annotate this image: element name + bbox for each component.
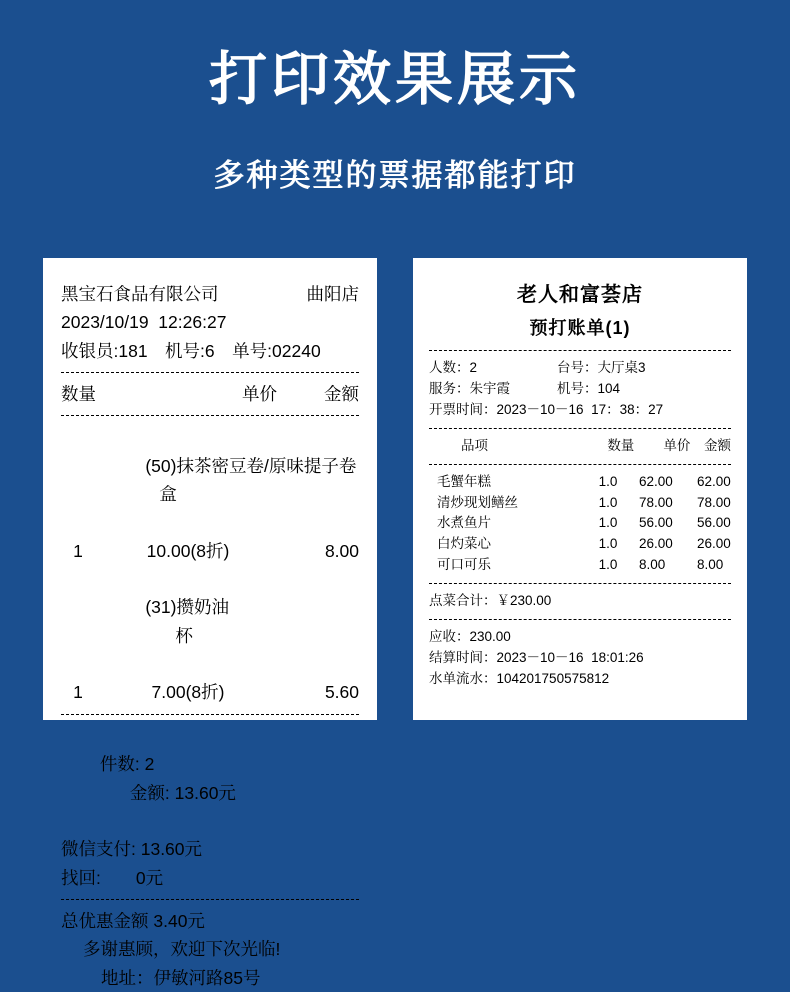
- item-name: (31)攒奶油: [145, 597, 229, 618]
- page-title: 打印效果展示: [208, 47, 581, 112]
- summary-payment: 微信支付: 13.60元: [61, 839, 203, 860]
- divider-r4: [429, 583, 731, 584]
- column-qty: 数量: [61, 384, 96, 405]
- store-name: 黑宝石食品有限公司: [61, 284, 219, 304]
- column-price: 单价: [663, 437, 691, 453]
- item-amount: 56.00: [697, 515, 731, 531]
- item-price: 8.00: [639, 557, 666, 573]
- transaction-datetime: 2023/10/19 12:26:27: [61, 312, 227, 333]
- item-name: 毛蟹年糕: [437, 473, 491, 489]
- cashier-info: 收银员:181 机号:6 单号:02240: [61, 340, 321, 361]
- item-amount: 5.60: [324, 682, 359, 703]
- items-list: [61, 423, 359, 706]
- item-qty: 1: [73, 540, 83, 561]
- list-item: [61, 565, 359, 707]
- table-row: [429, 555, 731, 576]
- info-row-guests: [429, 358, 731, 379]
- info-row-server: [429, 379, 731, 400]
- item-price: 56.00: [639, 515, 673, 531]
- page-header: [0, 0, 790, 195]
- divider-3: [61, 714, 359, 715]
- item-name: 白灼菜心: [437, 536, 491, 552]
- item-amount: 26.00: [697, 536, 731, 552]
- item-price: 26.00: [639, 536, 673, 552]
- table-row: [429, 534, 731, 555]
- item-amount: 8.00: [324, 540, 359, 561]
- items-table-header: [61, 380, 359, 408]
- divider-r1: [429, 350, 731, 351]
- divider-4: [61, 899, 359, 900]
- table-row: [429, 513, 731, 534]
- item-qty: 1.0: [598, 473, 618, 489]
- receipt-sales-slip: [43, 258, 377, 988]
- thanks-message: 多谢惠顾，欢迎下次光临!: [83, 939, 281, 960]
- divider-1: [61, 372, 359, 373]
- table-row: [429, 472, 731, 493]
- divider-r5: [429, 619, 731, 620]
- column-price: 单价: [242, 384, 277, 405]
- item-amount: 62.00: [697, 473, 731, 489]
- items-list: [429, 472, 731, 577]
- table-row: [429, 493, 731, 514]
- item-amount: 8.00: [697, 557, 724, 573]
- summary-amount: 金额: 13.60元: [129, 782, 236, 803]
- settle-time: 结算时间：2023－10－16 18:01:26: [429, 650, 644, 666]
- divider-2: [61, 415, 359, 416]
- item-unit: 盒: [159, 484, 177, 505]
- store-branch: 曲阳店: [306, 284, 359, 304]
- receipt-pre-bill: [413, 258, 747, 720]
- item-qty: 1.0: [598, 536, 618, 552]
- item-qty: 1.0: [598, 557, 618, 573]
- item-price: 7.00(8折): [151, 682, 225, 703]
- item-unit: 杯: [175, 625, 193, 646]
- serial-number: 水单流水：104201750575812: [429, 670, 610, 686]
- item-name: 可口可乐: [437, 557, 491, 573]
- column-amount: 金额: [704, 437, 731, 453]
- discount-total: 总优惠金额 3.40元: [61, 910, 205, 931]
- item-price: 62.00: [639, 473, 673, 489]
- machine-number: 机号：104: [557, 380, 621, 396]
- item-name: 清炒现划鳝丝: [437, 494, 518, 510]
- divider-r2: [429, 428, 731, 429]
- info-row-issue-time: [429, 400, 731, 421]
- column-qty: 数量: [607, 437, 635, 453]
- receivable-amount: 应收：230.00: [429, 629, 511, 645]
- item-price: 10.00(8折): [146, 540, 230, 561]
- page-subtitle: 多种类型的票据都能打印: [213, 157, 577, 193]
- subtotal: 点菜合计：￥230.00: [429, 593, 552, 609]
- item-price: 78.00: [639, 494, 673, 510]
- item-amount: 78.00: [697, 494, 731, 510]
- guest-count: 人数：2: [429, 359, 478, 375]
- divider-r3: [429, 464, 731, 465]
- table-number: 台号：大厅桌3: [557, 359, 646, 375]
- summary-count-amount: [61, 722, 359, 835]
- item-name: 水煮鱼片: [437, 515, 491, 531]
- issue-time: 开票时间：2023－10－16 17：38：27: [429, 401, 664, 417]
- server-name: 服务：朱宇霞: [429, 380, 510, 396]
- restaurant-name: 老人和富荟店: [517, 284, 643, 306]
- store-header-row: [61, 280, 359, 308]
- receipt-gallery: [0, 258, 790, 988]
- bill-type-title: 预打账单(1): [529, 318, 631, 338]
- summary-count: 件数: 2: [99, 754, 155, 775]
- store-address: 地址：伊敏河路85号: [101, 967, 261, 988]
- item-qty: 1.0: [598, 515, 618, 531]
- list-item: [61, 423, 359, 565]
- summary-change: 找回: 0元: [61, 867, 164, 888]
- column-name: 品项: [461, 437, 488, 453]
- item-qty: 1.0: [598, 494, 618, 510]
- column-amount: 金额: [324, 384, 359, 405]
- item-name: (50)抹茶密豆卷/原味提子卷: [145, 455, 357, 476]
- items-table-header: [429, 436, 731, 457]
- item-qty: 1: [73, 682, 83, 703]
